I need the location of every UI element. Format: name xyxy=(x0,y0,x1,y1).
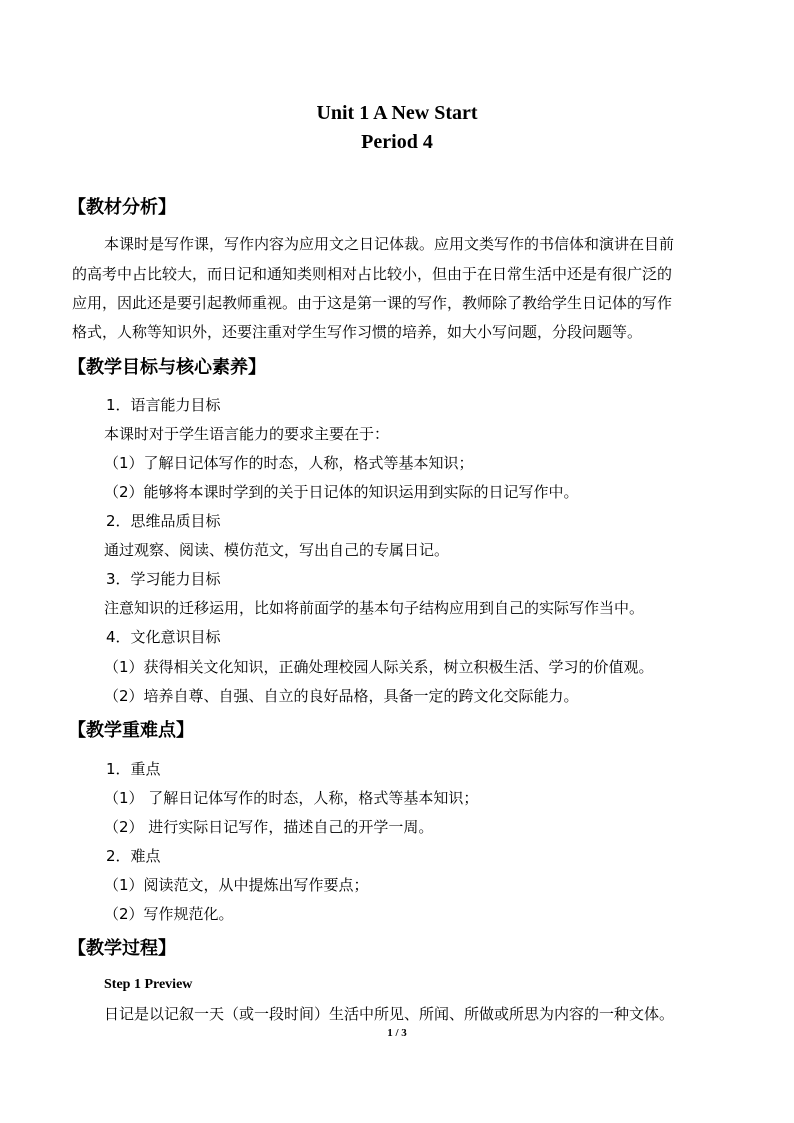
list-item: （2）能够将本课时学到的关于日记体的知识运用到实际的日记写作中。 xyxy=(104,483,579,501)
section-heading-process: 【教学过程】 xyxy=(68,938,176,959)
paragraph-line: 的高考中占比较大，而日记和通知类则相对占比较小，但由于在日常生活中还是有很广泛的 xyxy=(72,265,673,283)
paragraph-line: 日记是以记叙一天（或一段时间）生活中所见、所闻、所做或所思为内容的一种文体。 xyxy=(104,1005,675,1023)
list-item: 1．重点 xyxy=(106,760,161,778)
page-number: 1 / 3 xyxy=(387,1027,407,1039)
section-heading-analysis: 【教材分析】 xyxy=(68,197,176,218)
list-item: （1）获得相关文化知识，正确处理校园人际关系，树立积极生活、学习的价值观。 xyxy=(104,658,654,676)
section-heading-goals: 【教学目标与核心素养】 xyxy=(68,357,266,378)
step-heading: Step 1 Preview xyxy=(104,977,193,992)
list-item: 注意知识的迁移运用，比如将前面学的基本句子结构应用到自己的实际写作当中。 xyxy=(104,599,645,617)
paragraph-line: 应用，因此还是要引起教师重视。由于这是第一课的写作，教师除了教给学生日记体的写作 xyxy=(72,294,673,312)
document-subtitle: Period 4 xyxy=(361,131,433,153)
list-item: 4．文化意识目标 xyxy=(106,628,221,646)
section-heading-difficulties: 【教学重难点】 xyxy=(68,720,194,741)
paragraph-line: 本课时是写作课，写作内容为应用文之日记体裁。应用文类写作的书信体和演讲在目前 xyxy=(104,235,675,253)
list-item: （2）写作规范化。 xyxy=(104,905,234,923)
document-title: Unit 1 A New Start xyxy=(316,102,478,124)
list-item: （1）阅读范文，从中提炼出写作要点； xyxy=(104,876,369,894)
list-item: （2） 进行实际日记写作，描述自己的开学一周。 xyxy=(104,818,434,836)
list-item: （1）了解日记体写作的时态，人称，格式等基本知识； xyxy=(104,454,474,472)
list-item: 通过观察、阅读、模仿范文，写出自己的专属日记。 xyxy=(104,541,450,559)
paragraph-line: 格式，人称等知识外，还要注重对学生写作习惯的培养，如大小写问题，分段问题等。 xyxy=(72,323,643,341)
list-item: （1） 了解日记体写作的时态，人称，格式等基本知识； xyxy=(104,789,479,807)
list-item: 3．学习能力目标 xyxy=(106,570,221,588)
list-item: 2．思维品质目标 xyxy=(106,512,221,530)
list-item: （2）培养自尊、自强、自立的良好品格，具备一定的跨文化交际能力。 xyxy=(104,687,579,705)
list-item: 2．难点 xyxy=(106,847,161,865)
list-item: 本课时对于学生语言能力的要求主要在于： xyxy=(104,425,390,443)
list-item: 1．语言能力目标 xyxy=(106,396,221,414)
